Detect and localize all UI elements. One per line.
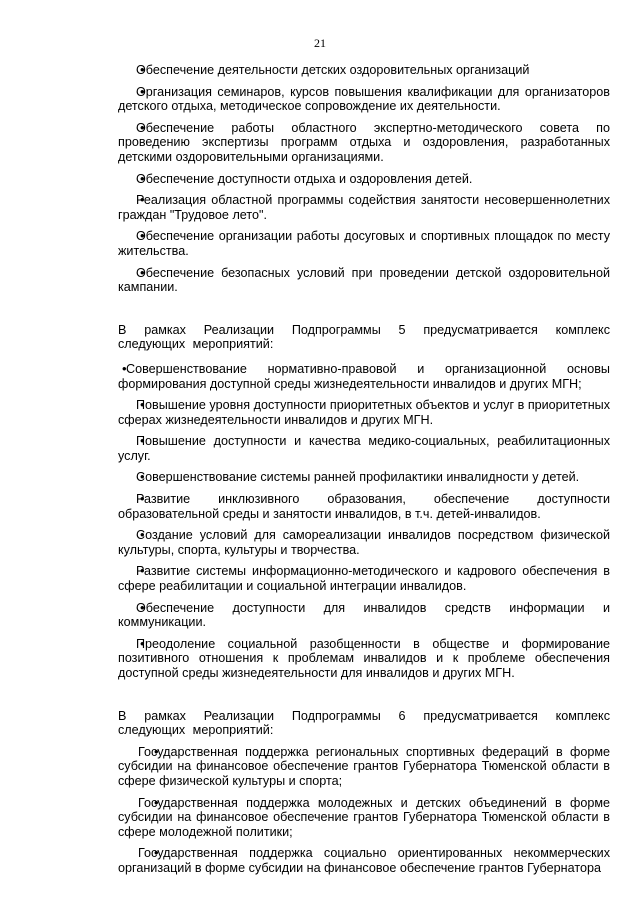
list-item: • Обеспечение безопасных условий при проведении детской оздоровительной кампании.: [118, 266, 610, 295]
list-item: • Государственная поддержка молодежных и детских объединений в форме субсидии на финансовое обеспечение грантов Губернатора Тюменской области в сфере молодежной политики;: [118, 796, 610, 840]
list-item: • Организация семинаров, курсов повышения квалификации для организаторов детского отдыха, методическое сопровождение их деятельности.: [118, 85, 610, 114]
list-item: • Обеспечение деятельности детских оздоровительных организаций: [118, 63, 610, 78]
section-5-intro: В рамках Реализации Подпрограммы 5 предусматривается комплекс следующих мероприятий:: [118, 322, 610, 352]
document-body: [118, 63, 610, 876]
section-6: [118, 709, 610, 876]
list-item: • Повышение уровня доступности приоритетных объектов и услуг в приоритетных сферах жизнедеятельности инвалидов и других МГН.: [118, 398, 610, 427]
list-item: • Реализация областной программы содействия занятости несовершеннолетних граждан "Трудовое лето".: [118, 193, 610, 222]
list-item: • Обеспечение доступности отдыха и оздоровления детей.: [118, 172, 610, 187]
list-item: • Развитие системы информационно-методического и кадрового обеспечения в сфере реабилитации и социальной интеграции инвалидов.: [118, 564, 610, 593]
section-4-list: [118, 63, 610, 295]
list-item: • Развитие инклюзивного образования, обеспечение доступности образовательной среды и занятости инвалидов, в т.ч. детей-инвалидов.: [118, 492, 610, 521]
list-item: • Совершенствование системы ранней профилактики инвалидности у детей.: [118, 470, 610, 485]
list-item: • Обеспечение доступности для инвалидов средств информации и коммуникации.: [118, 601, 610, 630]
list-item: • Государственная поддержка социально ориентированных некоммерческих организаций в форме субсидии на финансовое обеспечение грантов Губернатора: [118, 846, 610, 875]
list-item: • Обеспечение работы областного экспертно-методического совета по проведению экспертизы программ отдыха и оздоровления, разработанных детскими оздоровительными организациями.: [118, 121, 610, 165]
section-5: [118, 323, 610, 681]
section-6-intro: В рамках Реализации Подпрограммы 6 предусматривается комплекс следующих мероприятий:: [118, 708, 610, 738]
list-item: • Обеспечение организации работы досуговых и спортивных площадок по месту жительства.: [118, 229, 610, 258]
list-item: • Государственная поддержка региональных спортивных федераций в форме субсидии на финансовое обеспечение грантов Губернатора Тюменской области в сфере физической культуры и спорта;: [118, 745, 610, 789]
list-item: • Повышение доступности и качества медико-социальных, реабилитационных услуг.: [118, 434, 610, 463]
list-item: • Преодоление социальной разобщенности в обществе и формирование позитивного отношения к проблемам инвалидов и к проблеме обеспечения доступной среды жизнедеятельности для инвалидов и других МГН.: [118, 637, 610, 681]
list-item: • Создание условий для самореализации инвалидов посредством физической культуры, спорта, культуры и творчества.: [118, 528, 610, 557]
list-item: • Совершенствование нормативно-правовой и организационной основы формирования доступной среды жизнедеятельности инвалидов и других МГН;: [118, 362, 610, 391]
page-number: 21: [314, 36, 326, 50]
